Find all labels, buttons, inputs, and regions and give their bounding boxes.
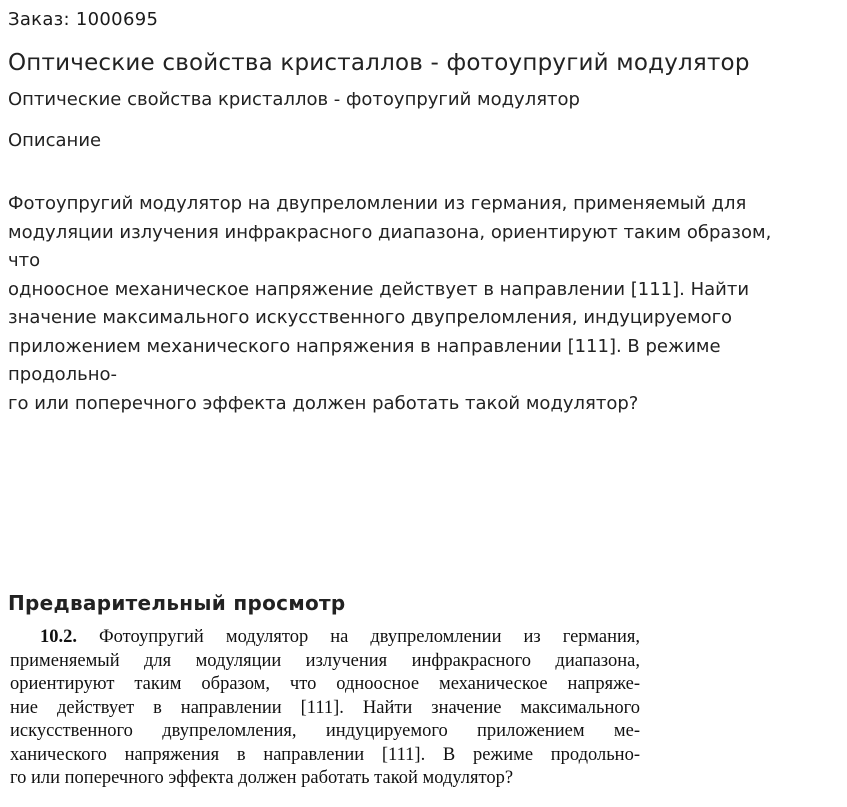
problem-number: 10.2.	[40, 627, 77, 647]
page-title: Оптические свойства кристаллов - фотоупругий модулятор	[8, 50, 750, 76]
preview-line: ханического напряжения в направлении [111]. В режиме продольно-	[10, 744, 640, 765]
description-line: одноосное механическое напряжение действует в направлении [111]. Найти	[8, 278, 750, 300]
description-heading: Описание	[8, 130, 102, 151]
description-line: Фотоупругий модулятор на двупреломлении из германия, применяемый для	[8, 193, 747, 214]
preview-line: применяемый для модуляции излучения инфракрасного диапазона,	[10, 650, 640, 671]
description-line: го или поперечного эффекта должен работать такой модулятор?	[8, 392, 639, 414]
order-number: Заказ: 1000695	[8, 9, 159, 30]
preview-line-text: Фотоупругий модулятор на двупреломлении из германия,	[99, 627, 641, 647]
preview-line: ориентируют таким образом, что одноосное механическое напряже-	[10, 674, 640, 694]
preview-line: искусственного двупреломления, индуцируемого приложением ме-	[10, 721, 640, 741]
description-line: что	[8, 250, 41, 271]
description-line: продольно-	[8, 364, 118, 385]
preview-heading: Предварительный просмотр	[8, 591, 346, 615]
description-line: модуляции излучения инфракрасного диапазона, ориентируют таким образом,	[8, 221, 772, 243]
preview-line: ние действует в направлении [111]. Найти значение максимального	[10, 697, 640, 718]
preview-line	[10, 626, 640, 650]
description-line: приложением механического напряжения в направлении [111]. В режиме	[8, 335, 721, 357]
description-body	[8, 190, 838, 418]
description-line: значение максимального искусственного двупреломления, индуцируемого	[8, 307, 733, 328]
page-subtitle: Оптические свойства кристаллов - фотоупругий модулятор	[8, 89, 580, 110]
preview-line: го или поперечного эффекта должен работать такой модулятор?	[10, 768, 514, 788]
preview-scan-image	[10, 626, 640, 798]
